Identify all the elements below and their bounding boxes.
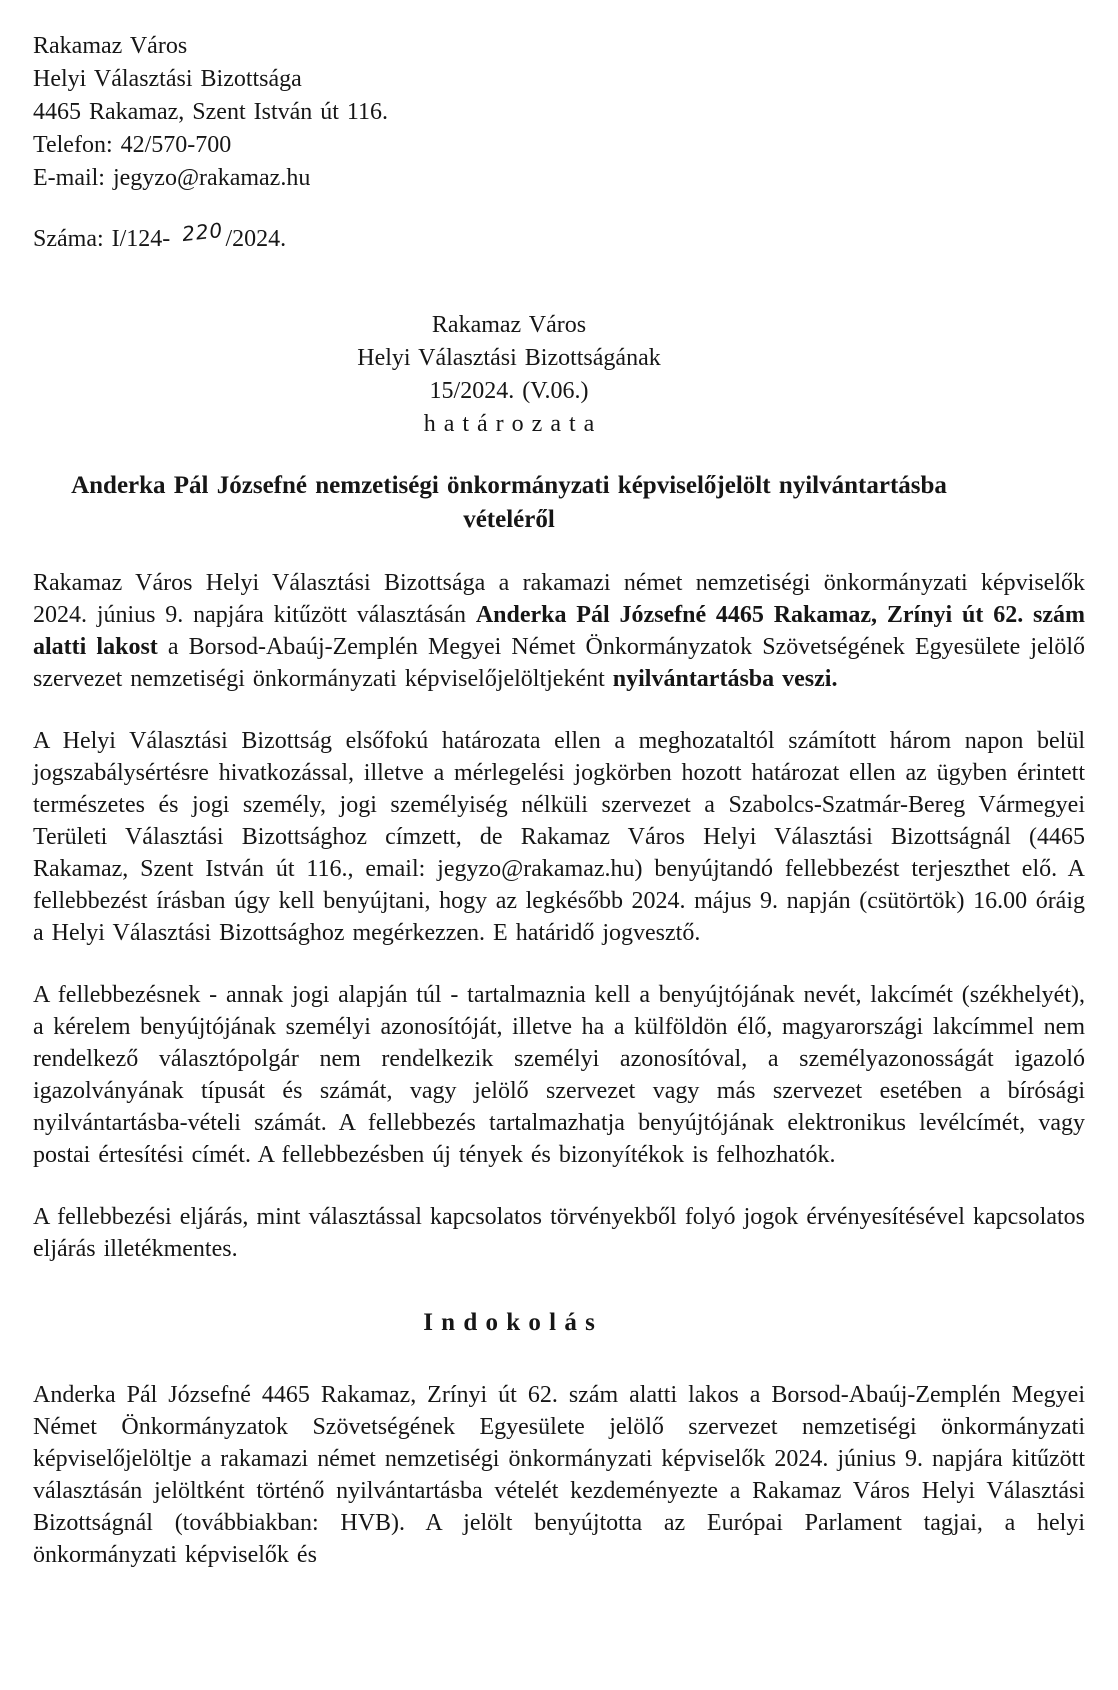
paragraph-appeal-info: A Helyi Választási Bizottság elsőfokú határozata ellen a meghozataltól számított három napon belül jogszabálysértésre hivatkozással, illetve a mérlegelési jogkörben hozott határozat ellen az ügyben érintett természetes és jogi személy, jogi személyiség nélküli szervezet a Szabolcs-Szatmár-Bereg Vármegyei Területi Választási Bizottsághoz címzett, de Rakamaz Város Helyi Választási Bizottságnál (4465 Rakamaz, Szent István út 116., email: jegyzo@rakamaz.hu) benyújtandó fellebbezést terjeszthet elő. A fellebbezést írásban úgy kell benyújtani, hogy az legkésőbb 2024. május 9. napján (csütörtök) 16.00 óráig a Helyi Választási Bizottsághoz megérkezzen. E határidő jogvesztő. [33,728,1085,946]
decision-title-block [33,309,985,441]
sender-committee-name: Helyi Választási Bizottsága [33,66,302,92]
handwritten-case-number: 220 [181,217,225,247]
title-decision-word: h a t á r o z a t a [423,411,595,437]
reference-number-line [33,217,1085,255]
p1-candidate-name-bold: Anderka Pál Józsefné 4465 Rakamaz, Zrínyi út 62. szám alatti lakost [33,602,1085,660]
paragraph-justification: Anderka Pál Józsefné 4465 Rakamaz, Zrínyi út 62. szám alatti lakos a Borsod-Abaúj-Zemplén Megyei Német Önkormányzatok Szövetségének Egyesülete jelölő szervezet nemzetiségi önkormányzati képviselőjelöltje a rakamazi német nemzetiségi önkormányzati képviselők 2024. június 9. napjára kitűzött választásán jelöltként történő nyilvántartásba vételét kezdeményezte a Rakamaz Város Helyi Választási Bizottságnál (továbbiakban: HVB). A jelölt benyújtotta az Európai Parlament tagjai, a helyi önkormányzati képviselők és [33,1382,1085,1568]
title-committee-line: Helyi Választási Bizottságának [357,345,661,371]
sender-address: 4465 Rakamaz, Szent István út 116. [33,99,389,125]
paragraph-registration-decision [33,567,1085,695]
sender-phone: Telefon: 42/570-700 [33,132,232,158]
decision-subject: Anderka Pál Józsefné nemzetiségi önkormányzati képviselőjelölt nyilvántartásba vételéről [71,472,947,533]
title-city-line: Rakamaz Város [431,312,587,338]
reference-prefix: Száma: I/124- [33,226,171,252]
sender-block [33,30,1085,195]
sender-org-name: Rakamaz Város [33,33,188,59]
reference-suffix: /2024. [225,226,287,252]
title-decision-number: 15/2024. (V.06.) [429,378,589,404]
sender-email: E-mail: jegyzo@rakamaz.hu [33,165,311,191]
paragraph-fee-exemption: A fellebbezési eljárás, mint választással kapcsolatos törvényekből folyó jogok érvényesítésével kapcsolatos eljárás illetékmentes. [33,1204,1085,1262]
p1-intro-text: Rakamaz Város Helyi Választási Bizottsága a rakamazi német nemzetiségi önkormányzati képviselők 2024. június 9. napjára kitűzött választásán [33,570,1085,628]
section-heading-indokolas: I n d o k o l á s [423,1309,595,1336]
p1-middle-text: a Borsod-Abaúj-Zemplén Megyei Német Önkormányzatok Szövetségének Egyesülete jelölő szervezet nemzetiségi önkormányzati képviselőjelöltjeként [33,634,1085,692]
paragraph-appeal-requirements: A fellebbezésnek - annak jogi alapján túl - tartalmaznia kell a benyújtójának nevét, lakcímét (székhelyét), a kérelem benyújtójának személyi azonosítóját, illetve ha a külföldön élő, magyarországi lakcímmel nem rendelkező választópolgár nem rendelkezik személyi azonosítóval, a személyazonosságát igazoló igazolványának típusát és számát, vagy jelölő szervezet vagy más szervezet esetében a bírósági nyilvántartásba-vételi számát. A fellebbezés tartalmazhatja benyújtójának elektronikus levélcímét, vagy postai értesítési címét. A fellebbezésben új tények és bizonyítékok is felhozhatók. [33,982,1085,1168]
p1-decision-bold: nyilvántartásba veszi. [612,666,838,692]
